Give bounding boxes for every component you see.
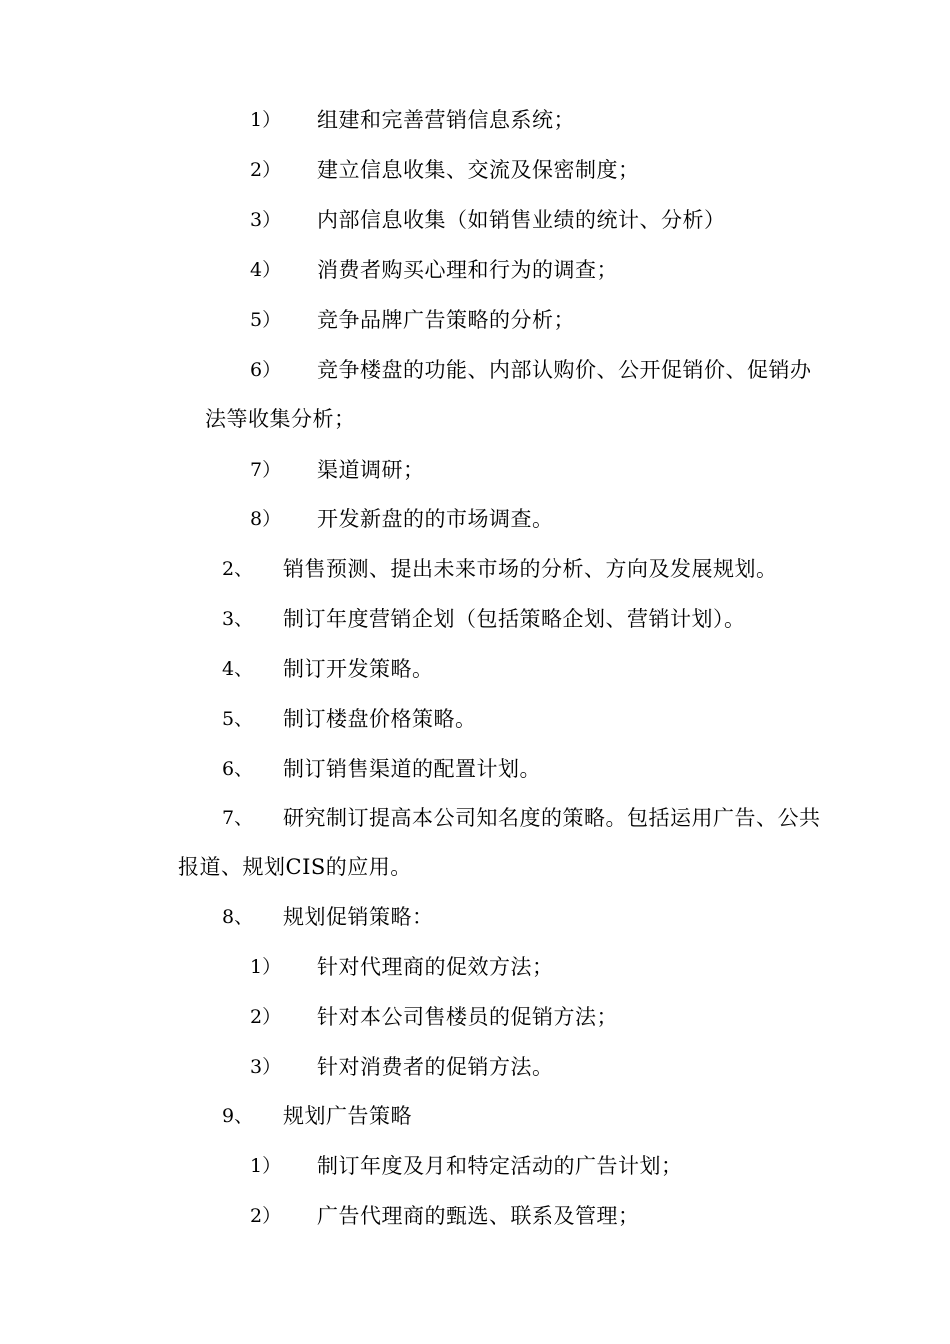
item-text: 内部信息收集（如销售业绩的统计、分析） xyxy=(317,208,726,232)
item-text: 制订年度营销企划（包括策略企划、营销计划）。 xyxy=(283,607,746,631)
item-text: 研究制订提高本公司知名度的策略。包括运用广告、公共 xyxy=(283,806,821,830)
item-number: 3） xyxy=(250,209,282,231)
item-number: 4、 xyxy=(222,658,254,680)
item-number: 2） xyxy=(250,159,282,181)
item-number: 1） xyxy=(250,109,282,131)
item-number: 8、 xyxy=(222,906,254,928)
item-text: 竞争楼盘的功能、内部认购价、公开促销价、促销办 xyxy=(317,358,812,382)
item-number: 8） xyxy=(250,508,282,530)
item-number: 1） xyxy=(250,956,282,978)
item-text: 竞争品牌广告策略的分析； xyxy=(317,308,575,332)
item-text: 规划促销策略： xyxy=(283,905,434,929)
item-number: 2） xyxy=(250,1205,282,1227)
item-number: 7） xyxy=(250,459,282,481)
item-text: 广告代理商的甄选、联系及管理； xyxy=(317,1204,640,1228)
item-text: 针对代理商的促效方法； xyxy=(317,955,554,979)
item-continuation: 报道、规划CIS的应用。 xyxy=(178,855,412,879)
item-text: 建立信息收集、交流及保密制度； xyxy=(317,158,640,182)
item-text: 针对本公司售楼员的促销方法； xyxy=(317,1005,618,1029)
item-number: 3、 xyxy=(222,608,254,630)
item-continuation: 法等收集分析； xyxy=(205,407,356,431)
item-number: 6、 xyxy=(222,758,254,780)
item-number: 3） xyxy=(250,1056,282,1078)
item-text: 制订年度及月和特定活动的广告计划； xyxy=(317,1154,683,1178)
item-text: 销售预测、提出未来市场的分析、方向及发展规划。 xyxy=(283,557,778,581)
item-text: 针对消费者的促销方法。 xyxy=(317,1055,554,1079)
item-number: 7、 xyxy=(222,807,254,829)
item-number: 1） xyxy=(250,1155,282,1177)
item-text: 渠道调研； xyxy=(317,458,425,482)
item-text: 组建和完善营销信息系统； xyxy=(317,108,575,132)
item-number: 2） xyxy=(250,1006,282,1028)
item-number: 5） xyxy=(250,309,282,331)
item-text: 制订开发策略。 xyxy=(283,657,434,681)
item-text: 制订楼盘价格策略。 xyxy=(283,707,477,731)
item-text: 开发新盘的的市场调查。 xyxy=(317,507,554,531)
item-text: 消费者购买心理和行为的调查； xyxy=(317,258,618,282)
item-text: 规划广告策略 xyxy=(283,1104,412,1128)
item-number: 9、 xyxy=(222,1105,254,1127)
item-number: 5、 xyxy=(222,708,254,730)
item-number: 6） xyxy=(250,359,282,381)
item-number: 4） xyxy=(250,259,282,281)
item-number: 2、 xyxy=(222,558,254,580)
item-text: 制订销售渠道的配置计划。 xyxy=(283,757,541,781)
